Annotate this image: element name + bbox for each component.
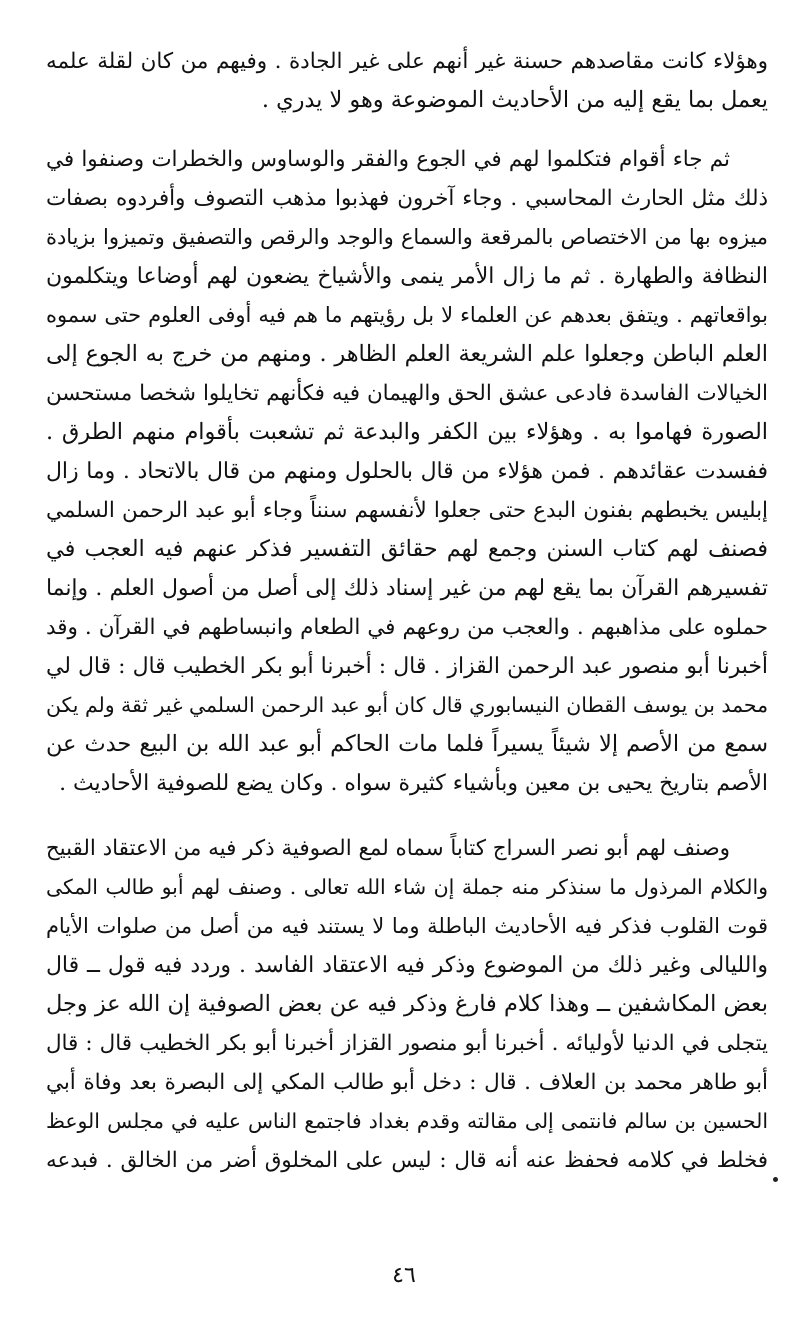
speck	[773, 1177, 778, 1182]
text-line: بعض المكاشفين ــ وهذا كلام فارغ وذكر فيه عن بعض الصوفية إن الله عز وجل	[46, 991, 768, 1017]
text-line: تفسيرهم القرآن بما يقع لهم من غير إسناد ذلك إلى أصل من أصول العلم . وإنما	[46, 576, 768, 601]
paragraph-3	[46, 829, 768, 1180]
paragraph-2	[46, 140, 768, 803]
text-line: وهؤلاء كانت مقاصدهم حسنة غير أنهم على غير الجادة . وفيهم من كان لقلة علمه	[46, 49, 768, 74]
text-line: العلم الباطن وجعلوا علم الشريعة العلم الظاهر . ومنهم من خرج به الجوع إلى	[46, 341, 768, 367]
text-line: إبليس يخبطهم بفنون البدع حتى جعلوا لأنفسهم سنناً وجاء أبو عبد الرحمن السلمي	[46, 498, 768, 523]
text-line: النظافة والطهارة . ثم ما زال الأمر ينمى والأشياخ يضعون لهم أوضاعا ويتكلمون	[46, 264, 768, 289]
text-line: الصورة فهاموا به . وهؤلاء بين الكفر والبدعة ثم تشعبت بأقوام منهم الطرق .	[46, 419, 768, 445]
page-number: ٤٦	[392, 1263, 416, 1288]
text-line: والكلام المرذول ما سنذكر منه جملة إن شاء الله تعالى . وصنف لهم أبو طالب المكى	[46, 875, 768, 899]
text-line: بواقعاتهم . ويتفق بعدهم عن العلماء لا بل رؤيتهم ما هم فيه أوفى العلوم حتى سموه	[46, 303, 768, 327]
text-line: سمع من الأصم إلا شيئاً يسيراً فلما مات الحاكم أبو عبد الله بن البيع حدث عن	[46, 731, 768, 757]
text-line: قوت القلوب فذكر فيه الأحاديث الباطلة وما لا يستند فيه من أصل من صلوات الأيام	[46, 914, 768, 938]
text-line: أخبرنا أبو منصور عبد الرحمن القزاز . قال : أخبرنا أبو بكر الخطيب قال : قال لي	[46, 654, 768, 679]
text-line: والليالى وغير ذلك من الموضوع وذكر فيه الاعتقاد الفاسد . وردد فيه قول ــ قال	[46, 953, 768, 978]
text-line: وصنف لهم أبو نصر السراج كتاباً سماه لمع الصوفية ذكر فيه من الاعتقاد القبيح	[46, 836, 730, 861]
text-line: حملوه على مذاهبهم . والعجب من روعهم في الطعام وانبساطهم في القرآن . وقد	[46, 615, 768, 640]
text-line: يعمل بما يقع إليه من الأحاديث الموضوعة وهو لا يدري .	[261, 87, 768, 113]
text-line: ففسدت عقائدهم . فمن هؤلاء من قال بالحلول ومنهم من قال بالاتحاد . وما زال	[46, 459, 768, 484]
text-line: يتجلى في الدنيا لأوليائه . أخبرنا أبو منصور القزاز أخبرنا أبو بكر الخطيب قال : قال	[46, 1031, 768, 1056]
text-line: الخيالات الفاسدة فادعى عشق الحق والهيمان فيه فكأنهم تخايلوا شخصا مستحسن	[46, 381, 768, 406]
text-line: أبو طاهر محمد بن العلاف . قال : دخل أبو طالب المكي إلى البصرة بعد وفاة أبي	[46, 1070, 768, 1095]
paragraph-1	[46, 42, 768, 120]
text-line: ذلك مثل الحارث المحاسبي . وجاء آخرون فهذبوا مذهب التصوف وأفردوه بصفات	[46, 186, 768, 211]
text-line: ثم جاء أقوام فتكلموا لهم في الجوع والفقر والوساوس والخطرات وصنفوا في	[46, 147, 730, 172]
text-line: الأصم بتاريخ يحيى بن معين وبأشياء كثيرة سواه . وكان يضع للصوفية الأحاديث .	[59, 771, 768, 796]
text-line: فصنف لهم كتاب السنن وجمع لهم حقائق التفسير فذكر عنهم فيه العجب في	[46, 536, 768, 562]
text-line: ميزوه بها من الاختصاص بالمرقعة والسماع والوجد والرقص والتصفيق وتميزوا بزيادة	[46, 225, 768, 249]
text-line: فخلط في كلامه فحفظ عنه أنه قال : ليس على المخلوق أضر من الخالق . فبدعه	[46, 1148, 768, 1173]
text-line: الحسين بن سالم فانتمى إلى مقالته وقدم بغداد فاجتمع الناس عليه في مجلس الوعظ	[46, 1109, 768, 1133]
text-line: محمد بن يوسف القطان النيسابوري قال كان أبو عبد الرحمن السلمي غير ثقة ولم يكن	[46, 693, 768, 717]
